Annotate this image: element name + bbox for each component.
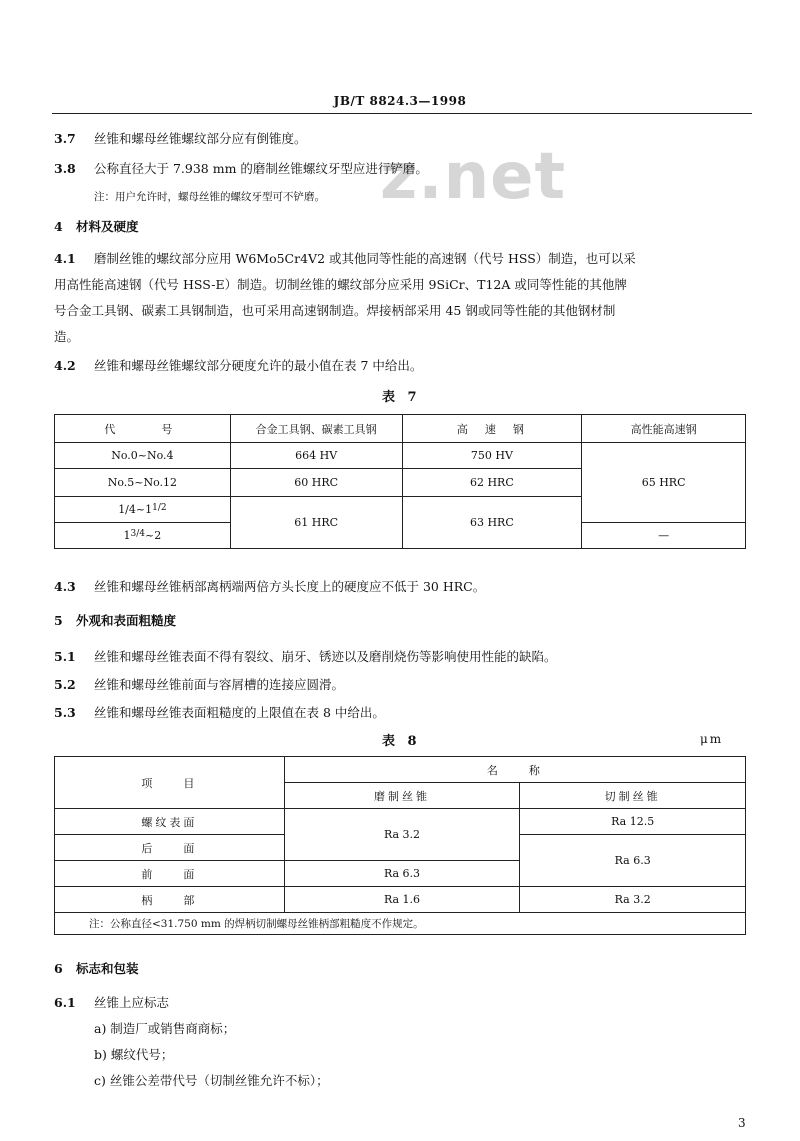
clause-text: 丝锥和螺母丝锥表面粗糙度的上限值在表 8 中给出。 bbox=[94, 705, 385, 720]
cell-code: No.5~No.12 bbox=[55, 469, 231, 497]
table-7 bbox=[54, 414, 746, 549]
standard-code: JB/T 8824.3—1998 bbox=[333, 94, 467, 108]
cell-hsse-top: 65 HRC bbox=[582, 443, 746, 523]
row-thread-surface: 螺纹表面 bbox=[55, 809, 285, 835]
header-name: 名 称 bbox=[284, 757, 745, 783]
clause-text: 用高性能高速钢（代号 HSS-E）制造。切制丝锥的螺纹部分应采用 9SiCr、T12A 或同等性能的其他牌 bbox=[54, 277, 627, 292]
code-tail: ~2 bbox=[145, 529, 162, 542]
cell-alloy: 60 HRC bbox=[230, 469, 402, 497]
section-number: 5 bbox=[54, 613, 63, 628]
cell-ground-front: Ra 6.3 bbox=[284, 861, 520, 887]
list-item-text: b) 螺纹代号； bbox=[94, 1047, 174, 1062]
header-cut-tap: 切制丝锥 bbox=[520, 783, 746, 809]
section-title: 材料及硬度 bbox=[76, 219, 139, 234]
clause-text: 丝锥上应标志 bbox=[94, 995, 170, 1010]
table-header-row bbox=[55, 757, 746, 783]
header-item: 项 目 bbox=[55, 757, 285, 809]
cell-alloy: 664 HV bbox=[230, 443, 402, 469]
clause-number: 4.3 bbox=[54, 579, 76, 594]
cell-cut-thread: Ra 12.5 bbox=[520, 809, 746, 835]
section-title: 外观和表面粗糙度 bbox=[76, 613, 177, 628]
list-item-text: a) 制造厂或销售商商标； bbox=[94, 1021, 236, 1036]
row-back-face: 后 面 bbox=[55, 835, 285, 861]
table-8-unit: μm bbox=[700, 732, 724, 746]
table-8 bbox=[54, 756, 746, 935]
note-text: 注：用户允许时，螺母丝锥的螺纹牙型可不铲磨。 bbox=[94, 191, 325, 203]
cell-code bbox=[55, 497, 231, 523]
code-fraction: 1/2 bbox=[152, 503, 167, 513]
header-hsse: 高性能高速钢 bbox=[582, 415, 746, 443]
code-main: 1/4~1 bbox=[118, 503, 153, 516]
clause-text: 丝锥和螺母丝锥螺纹部分硬度允许的最小值在表 7 中给出。 bbox=[94, 358, 423, 373]
section-number: 4 bbox=[54, 219, 63, 234]
cell-code bbox=[55, 523, 231, 549]
table-8-caption: 表 8 bbox=[382, 734, 421, 749]
clause-number: 3.7 bbox=[54, 131, 76, 146]
header-ground-tap: 磨制丝锥 bbox=[284, 783, 520, 809]
cell-alloy-merged: 61 HRC bbox=[230, 497, 402, 549]
section-title: 标志和包装 bbox=[76, 961, 139, 976]
clause-text: 号合金工具钢、碳素工具钢制造，也可采用高速钢制造。焊接柄部采用 45 钢或同等性能的其他钢材制 bbox=[54, 303, 616, 318]
row-front-face: 前 面 bbox=[55, 861, 285, 887]
clause-number: 5.1 bbox=[54, 649, 76, 664]
table-row bbox=[55, 443, 746, 469]
cell-hss: 62 HRC bbox=[402, 469, 582, 497]
clause-number: 5.2 bbox=[54, 677, 76, 692]
clause-text: 丝锥和螺母丝锥柄部离柄端两倍方头长度上的硬度应不低于 30 HRC。 bbox=[94, 579, 486, 594]
table-note-row bbox=[55, 913, 746, 935]
clause-number: 6.1 bbox=[54, 995, 76, 1010]
clause-text: 丝锥和螺母丝锥前面与容屑槽的连接应圆滑。 bbox=[94, 677, 345, 692]
cell-code: No.0~No.4 bbox=[55, 443, 231, 469]
clause-text: 公称直径大于 7.938 mm 的磨制丝锥螺纹牙型应进行铲磨。 bbox=[94, 161, 428, 176]
cell-cut-back-front: Ra 6.3 bbox=[520, 835, 746, 887]
header-alloy-steel: 合金工具钢、碳素工具钢 bbox=[230, 415, 402, 443]
cell-ground-shank: Ra 1.6 bbox=[284, 887, 520, 913]
code-fraction: 3/4 bbox=[130, 529, 146, 539]
clause-number: 5.3 bbox=[54, 705, 76, 720]
table-row bbox=[55, 809, 746, 835]
cell-hss-merged: 63 HRC bbox=[402, 497, 582, 549]
header-rule bbox=[52, 113, 752, 114]
cell-cut-shank: Ra 3.2 bbox=[520, 887, 746, 913]
list-item-text: c) 丝锥公差带代号（切制丝锥允许不标）； bbox=[94, 1073, 329, 1088]
clause-number: 3.8 bbox=[54, 161, 76, 176]
clause-number: 4.2 bbox=[54, 358, 76, 373]
clause-text: 丝锥和螺母丝锥螺纹部分应有倒锥度。 bbox=[94, 131, 307, 146]
table-header-row bbox=[55, 415, 746, 443]
header-hss: 高 速 钢 bbox=[402, 415, 582, 443]
table-8-note: 注：公称直径<31.750 mm 的焊柄切制螺母丝锥柄部粗糙度不作规定。 bbox=[55, 913, 746, 935]
code-main: 1 bbox=[123, 529, 131, 542]
clause-number: 4.1 bbox=[54, 251, 76, 266]
section-number: 6 bbox=[54, 961, 63, 976]
header-code: 代 号 bbox=[55, 415, 231, 443]
clause-text: 造。 bbox=[54, 329, 80, 344]
cell-ground-thread-back: Ra 3.2 bbox=[284, 809, 520, 861]
watermark: z.net bbox=[380, 140, 567, 214]
table-row bbox=[55, 887, 746, 913]
page-number: 3 bbox=[738, 1116, 746, 1130]
row-shank: 柄 部 bbox=[55, 887, 285, 913]
clause-text: 丝锥和螺母丝锥表面不得有裂纹、崩牙、锈迹以及磨削烧伤等影响使用性能的缺陷。 bbox=[94, 649, 557, 664]
cell-hss: 750 HV bbox=[402, 443, 582, 469]
clause-text: 磨制丝锥的螺纹部分应用 W6Mo5Cr4V2 或其他同等性能的高速钢（代号 HSS）制造，也可以采 bbox=[94, 251, 636, 266]
table-7-caption: 表 7 bbox=[382, 390, 421, 405]
cell-hsse-bottom: — bbox=[582, 523, 746, 549]
